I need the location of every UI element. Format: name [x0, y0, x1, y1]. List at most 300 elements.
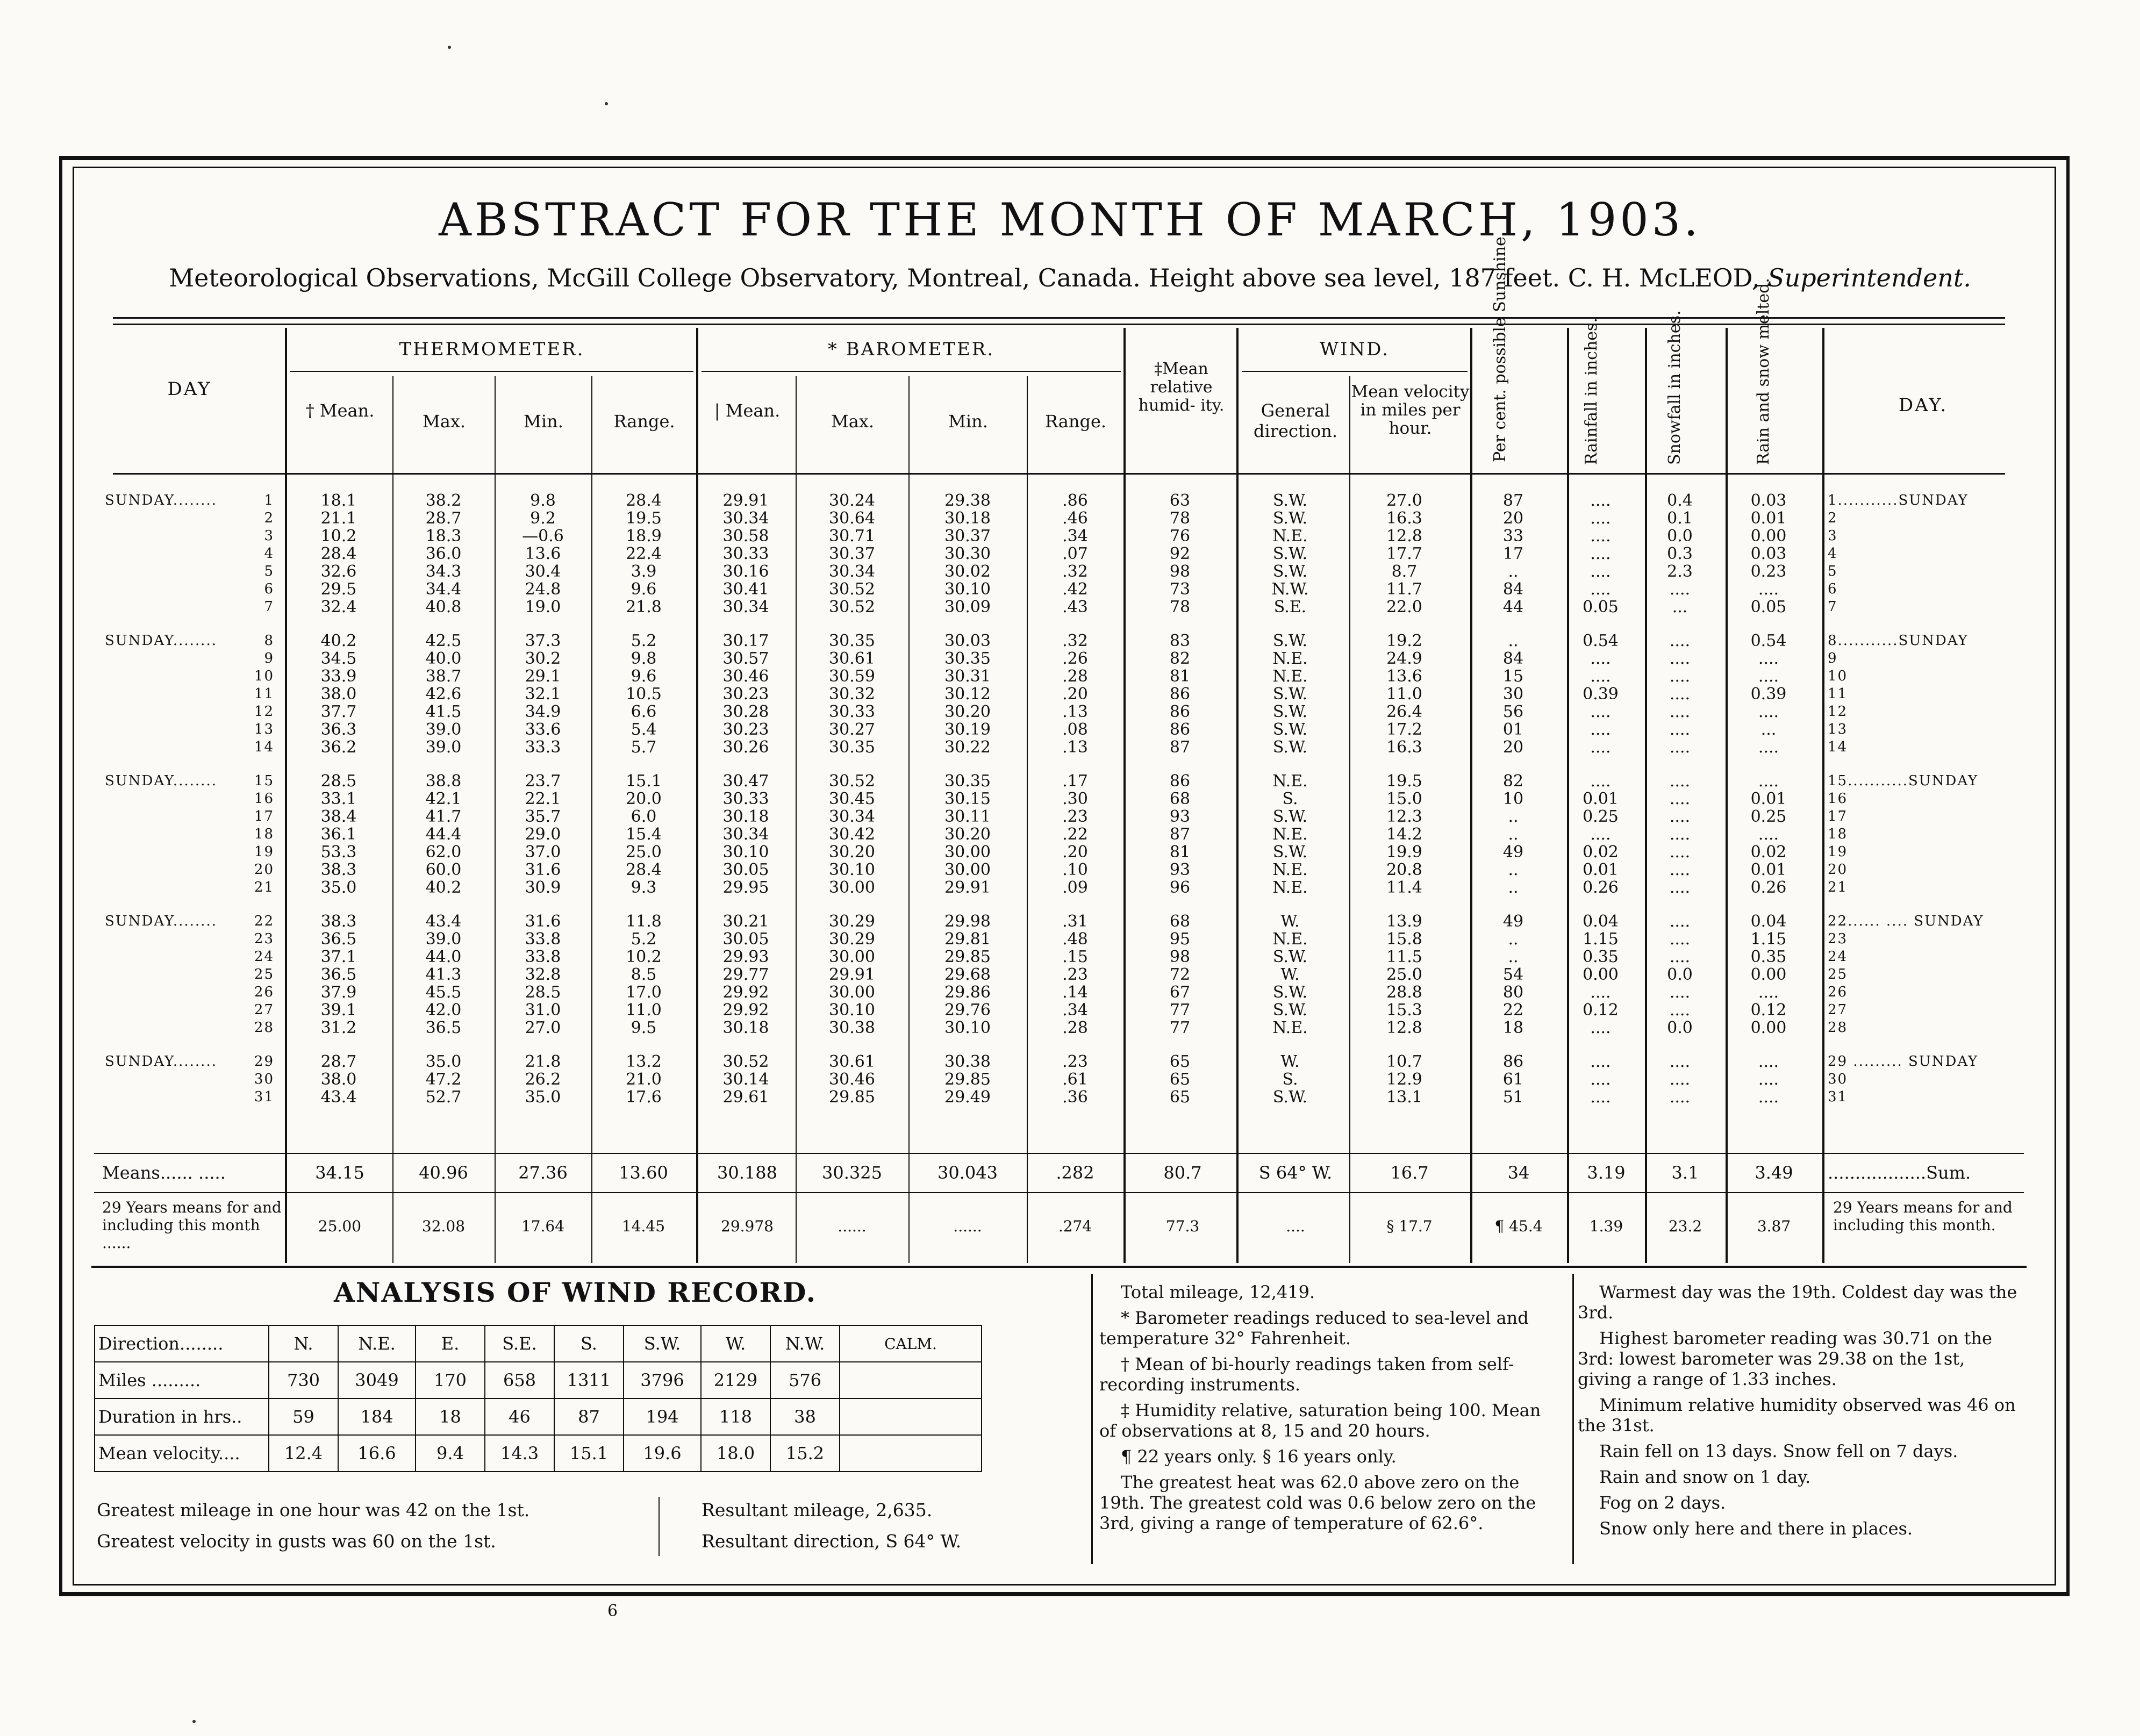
table-cell: 10.2 — [626, 948, 662, 966]
table-cell: 86 — [1169, 772, 1191, 790]
table-cell: 27.0 — [1386, 492, 1422, 510]
day-cell — [94, 650, 285, 668]
table-row — [94, 913, 2024, 930]
table-cell: .20 — [1062, 685, 1088, 703]
table-cell: .... — [1590, 650, 1611, 668]
table-cell: 5 — [1828, 563, 1838, 579]
table-cell: 30.02 — [944, 563, 991, 580]
wind-cell: 15.2 — [770, 1435, 840, 1472]
table-cell: .... — [1590, 580, 1611, 598]
table-cell: S.W. — [1272, 948, 1308, 966]
table-cell: .. — [1508, 948, 1519, 966]
table-cell: .... — [1758, 703, 1779, 721]
table-cell: 29.92 — [722, 1001, 769, 1019]
means-rule-bottom — [94, 1192, 2024, 1193]
table-cell: 49 — [1502, 913, 1524, 930]
table-cell: 3 — [1828, 528, 1838, 544]
history-value: .274 — [1058, 1217, 1092, 1235]
table-cell: .... — [1669, 668, 1691, 685]
table-cell: .14 — [1062, 984, 1088, 1001]
table-cell: .23 — [1062, 1053, 1088, 1071]
table-cell: .. — [1508, 632, 1519, 650]
table-cell: 30.29 — [829, 930, 875, 948]
table-cell: 5.2 — [631, 632, 657, 650]
table-row — [94, 861, 2024, 879]
day-label: SUNDAY........ — [105, 1053, 217, 1070]
table-cell: 30.22 — [944, 738, 991, 756]
table-cell: 37.9 — [320, 984, 357, 1001]
table-cell: 78 — [1169, 598, 1191, 616]
day-number: 31 — [254, 1089, 274, 1105]
table-cell: 0.39 — [1583, 685, 1619, 703]
table-cell: .... — [1669, 861, 1691, 879]
table-cell: .... — [1669, 984, 1691, 1001]
table-cell: 9 — [1828, 650, 1838, 666]
table-cell: 77 — [1169, 1001, 1191, 1019]
table-cell: 29.38 — [944, 492, 991, 510]
wind-header: WIND. — [1320, 339, 1390, 360]
table-cell: 38.3 — [320, 861, 357, 879]
table-cell: S.E. — [1273, 598, 1307, 616]
day-number: 27 — [254, 1002, 274, 1018]
history-value: 29.978 — [721, 1217, 774, 1235]
note-paragraph: Rain and snow on 1 day. — [1599, 1467, 1811, 1487]
means-value: 80.7 — [1163, 1163, 1202, 1183]
day-label: SUNDAY........ — [105, 913, 217, 929]
table-cell: 37.7 — [320, 703, 357, 721]
table-cell: .48 — [1062, 930, 1088, 948]
day-cell — [94, 685, 285, 703]
day-number: 4 — [264, 546, 274, 562]
thermo-min-header: Min. — [524, 411, 563, 432]
table-cell: 40.2 — [320, 632, 357, 650]
table-cell: 5.2 — [631, 930, 657, 948]
note-paragraph: Fog on 2 days. — [1599, 1493, 1726, 1513]
wind-cell: 87 — [554, 1398, 624, 1435]
table-cell: 30.20 — [944, 703, 991, 721]
table-cell: 27 — [1828, 1002, 1848, 1018]
notes-right — [1578, 1282, 2024, 1544]
day-number: 14 — [254, 739, 274, 755]
table-cell: 11.0 — [626, 1001, 662, 1019]
table-row — [94, 545, 2024, 563]
table-cell: 10.2 — [320, 527, 357, 545]
day-cell — [94, 861, 285, 879]
table-cell: 18 — [1502, 1019, 1524, 1037]
day-cell — [94, 492, 285, 510]
table-cell: 15.0 — [1386, 790, 1422, 808]
table-cell: 0.12 — [1583, 1001, 1619, 1019]
table-cell: —0.6 — [522, 527, 564, 545]
day-cell — [94, 668, 285, 685]
table-cell: .... — [1758, 826, 1779, 843]
table-cell: 30.9 — [525, 879, 561, 896]
table-cell: .... — [1758, 1071, 1779, 1088]
wind-row-label: Duration in hrs.. — [95, 1398, 269, 1435]
table-cell: 30.20 — [944, 826, 991, 843]
wind-cell: 15.1 — [554, 1435, 624, 1472]
table-row — [94, 984, 2024, 1001]
history-value: 14.45 — [621, 1217, 665, 1235]
day-cell — [94, 1071, 285, 1088]
table-cell: 19.2 — [1386, 632, 1422, 650]
table-cell: W. — [1280, 913, 1300, 930]
table-row — [94, 598, 2024, 616]
table-cell: 86 — [1169, 703, 1191, 721]
note-paragraph: Total mileage, 12,419. — [1121, 1282, 1315, 1302]
table-row — [94, 668, 2024, 685]
table-cell: 26.2 — [525, 1071, 561, 1088]
table-cell: 10 — [1828, 668, 1848, 684]
wind-cell: N.W. — [770, 1325, 840, 1362]
wind-cell: 9.4 — [416, 1435, 485, 1472]
table-cell: 38.0 — [320, 1071, 357, 1088]
table-cell: 12.9 — [1386, 1071, 1422, 1088]
table-cell: 33.1 — [320, 790, 357, 808]
table-cell: 30 — [1828, 1071, 1848, 1087]
table-cell: 13.6 — [525, 545, 561, 563]
table-cell: 24 — [1828, 949, 1848, 965]
table-cell: .... — [1669, 703, 1691, 721]
table-cell: 30 — [1502, 685, 1524, 703]
table-cell: 27.0 — [525, 1019, 561, 1037]
table-cell: 42.5 — [425, 632, 462, 650]
table-cell: 18.3 — [425, 527, 462, 545]
table-cell: .46 — [1062, 510, 1088, 527]
wind-cell: 2129 — [701, 1362, 770, 1398]
table-cell: 30.17 — [722, 632, 769, 650]
note-paragraph: Rain fell on 13 days. Snow fell on 7 days. — [1599, 1441, 1958, 1461]
wind-cell: 3049 — [338, 1362, 416, 1398]
table-cell: 4 — [1828, 546, 1838, 562]
table-cell: S.W. — [1272, 563, 1308, 580]
table-cell: ... — [1672, 598, 1688, 616]
table-cell: 30.16 — [722, 563, 769, 580]
wind-velocity-header: Mean velocity in miles per hour. — [1351, 382, 1470, 438]
table-cell: 34.4 — [425, 580, 462, 598]
table-cell: .... — [1590, 1053, 1611, 1071]
wind-row-label: Miles ......... — [95, 1362, 269, 1398]
table-cell: .43 — [1062, 598, 1088, 616]
table-cell: 30.35 — [944, 772, 991, 790]
note-paragraph: Highest barometer reading was 30.71 on the 3rd: lowest barometer was 29.38 on the 1st, giving a range of 1.33 inches. — [1578, 1328, 1992, 1389]
table-cell: S.W. — [1272, 984, 1308, 1001]
table-cell: 30.42 — [829, 826, 875, 843]
wind-cell: 118 — [701, 1398, 770, 1435]
table-cell: 22 — [1502, 1001, 1524, 1019]
means-right: ..................Sum. — [1828, 1163, 1971, 1183]
wind-cell: 658 — [485, 1362, 554, 1398]
table-cell: 78 — [1169, 510, 1191, 527]
table-cell: 30.24 — [829, 492, 875, 510]
table-cell: 42.0 — [425, 1001, 462, 1019]
table-cell: .... — [1758, 772, 1779, 790]
table-cell: .07 — [1062, 545, 1088, 563]
table-cell: 30.30 — [944, 545, 991, 563]
table-cell: N.E. — [1272, 861, 1308, 879]
table-cell: 36.3 — [320, 721, 357, 738]
table-cell: 29.76 — [944, 1001, 991, 1019]
table-cell: .... — [1669, 826, 1691, 843]
wind-cell: 1311 — [554, 1362, 624, 1398]
table-cell: .34 — [1062, 1001, 1088, 1019]
table-cell: 35.7 — [525, 808, 561, 826]
table-cell: 30.00 — [829, 948, 875, 966]
table-cell: .... — [1669, 913, 1691, 930]
table-cell: 29.81 — [944, 930, 991, 948]
table-cell: 29.85 — [944, 1071, 991, 1088]
table-row — [94, 930, 2024, 948]
table-cell: 30.61 — [829, 1053, 875, 1071]
wind-cell: 14.3 — [485, 1435, 554, 1472]
table-cell: 0.12 — [1750, 1001, 1787, 1019]
table-cell: 21.1 — [320, 510, 357, 527]
wind-row-label: Mean velocity.... — [95, 1435, 269, 1472]
table-cell: .... — [1669, 685, 1691, 703]
table-cell: 22.4 — [626, 545, 662, 563]
table-row — [94, 1088, 2024, 1106]
table-cell: 3.9 — [631, 563, 657, 580]
wind-cell: 19.6 — [624, 1435, 701, 1472]
table-cell: 86 — [1169, 721, 1191, 738]
history-value: ...... — [953, 1217, 982, 1235]
day-cell — [94, 843, 285, 861]
table-cell: .30 — [1062, 790, 1088, 808]
day-cell — [94, 738, 285, 756]
table-cell: 16.3 — [1386, 738, 1422, 756]
table-cell: S.W. — [1272, 703, 1308, 721]
notes-divider-right — [1572, 1274, 1574, 1564]
table-cell: .... — [1590, 703, 1611, 721]
table-cell: 81 — [1169, 843, 1191, 861]
table-cell: 30.00 — [829, 984, 875, 1001]
table-cell: 10 — [1502, 790, 1524, 808]
day-cell — [94, 721, 285, 738]
wind-row-duration — [95, 1398, 982, 1435]
table-cell: 30.12 — [944, 685, 991, 703]
table-cell: 0.39 — [1750, 685, 1787, 703]
table-row — [94, 1019, 2024, 1037]
table-cell: .... — [1590, 772, 1611, 790]
table-cell: W. — [1280, 966, 1300, 984]
notes-divider-left — [1091, 1274, 1093, 1564]
table-cell: 16.3 — [1386, 510, 1422, 527]
day-number: 30 — [254, 1071, 274, 1087]
table-cell: 6.6 — [631, 703, 657, 721]
table-cell: 82 — [1502, 772, 1524, 790]
day-number: 12 — [254, 704, 274, 720]
table-cell: 28.8 — [1386, 984, 1422, 1001]
day-label: SUNDAY........ — [105, 633, 217, 649]
table-cell: 30.26 — [722, 738, 769, 756]
table-cell: 80 — [1502, 984, 1524, 1001]
table-cell: 29.91 — [829, 966, 875, 984]
wind-cell: 38 — [770, 1398, 840, 1435]
wind-direction-header: General direction. — [1253, 400, 1337, 441]
table-cell: 33.8 — [525, 948, 561, 966]
table-row — [94, 721, 2024, 738]
page-number: 6 — [607, 1602, 618, 1620]
table-cell: 35.0 — [525, 1088, 561, 1106]
table-cell: 30.18 — [944, 510, 991, 527]
table-cell: .... — [1590, 527, 1611, 545]
table-cell: 0.23 — [1750, 563, 1787, 580]
sunshine-header: Per cent. possible Sunshine. — [1491, 231, 1509, 462]
wind-row-label: Direction........ — [95, 1325, 269, 1362]
table-cell: .08 — [1062, 721, 1088, 738]
day-number: 24 — [254, 949, 274, 965]
table-cell: 63 — [1169, 492, 1191, 510]
table-cell: 28.5 — [525, 984, 561, 1001]
day-header: DAY — [167, 378, 212, 400]
table-cell: 19.5 — [626, 510, 662, 527]
table-cell: 35.0 — [320, 879, 357, 896]
greatest-mileage: Greatest mileage in one hour was 42 on the 1st. — [97, 1500, 530, 1520]
day-number: 9 — [264, 650, 274, 666]
table-cell: 13.9 — [1386, 913, 1422, 930]
history-value: 17.64 — [521, 1217, 565, 1235]
table-cell: 41.3 — [425, 966, 462, 984]
table-cell: 51 — [1502, 1088, 1524, 1106]
page-subtitle — [0, 263, 2140, 292]
table-cell: 29.61 — [722, 1088, 769, 1106]
table-cell: 84 — [1502, 580, 1524, 598]
table-cell: 30.05 — [722, 930, 769, 948]
table-cell: 13 — [1828, 721, 1848, 737]
table-cell: 30.11 — [944, 808, 991, 826]
table-cell: 38.8 — [425, 772, 462, 790]
table-cell: 40.2 — [425, 879, 462, 896]
wind-cell: CALM. — [840, 1325, 982, 1362]
day-label: SUNDAY........ — [105, 492, 217, 508]
table-cell: 35.0 — [425, 1053, 462, 1071]
superintendent-label: Superintendent. — [1767, 263, 1971, 292]
table-cell: 28.4 — [626, 861, 662, 879]
wind-cell: 3796 — [624, 1362, 701, 1398]
table-cell: 30.34 — [722, 510, 769, 527]
table-cell: 0.01 — [1750, 510, 1787, 527]
table-cell: 0.01 — [1750, 861, 1787, 879]
table-cell: 30.34 — [829, 563, 875, 580]
baro-mean-header: | Mean. — [714, 400, 781, 421]
table-cell: 29 ......... SUNDAY — [1828, 1053, 1979, 1070]
table-cell: 87 — [1502, 492, 1524, 510]
wind-cell: 576 — [770, 1362, 840, 1398]
table-cell: 30.34 — [722, 826, 769, 843]
table-cell: 36.0 — [425, 545, 462, 563]
table-cell: 82 — [1169, 650, 1191, 668]
table-cell: 19.9 — [1386, 843, 1422, 861]
greatest-velocity: Greatest velocity in gusts was 60 on the 1st. — [97, 1531, 496, 1552]
table-cell: 22.1 — [525, 790, 561, 808]
day-cell — [94, 1053, 285, 1071]
note-paragraph: Snow only here and there in places. — [1599, 1518, 1913, 1539]
table-cell: 20 — [1828, 862, 1848, 878]
table-cell: .. — [1508, 879, 1519, 896]
table-cell: 30.35 — [944, 650, 991, 668]
day-cell — [94, 879, 285, 896]
table-cell: 30.19 — [944, 721, 991, 738]
table-cell: 0.25 — [1750, 808, 1787, 826]
table-cell: 7 — [1828, 599, 1838, 615]
table-cell: 12.3 — [1386, 808, 1422, 826]
table-cell: 42.6 — [425, 685, 462, 703]
day-number: 8 — [264, 633, 274, 649]
thermometer-header: THERMOMETER. — [399, 339, 585, 360]
table-cell: 0.3 — [1667, 545, 1693, 563]
table-cell: .32 — [1062, 632, 1088, 650]
table-cell: .... — [1758, 738, 1779, 756]
resultant-divider — [659, 1497, 660, 1556]
day-cell — [94, 580, 285, 598]
table-cell: 30.34 — [722, 598, 769, 616]
day-cell — [94, 563, 285, 580]
table-cell: 29.85 — [829, 1088, 875, 1106]
table-cell: 34.3 — [425, 563, 462, 580]
table-cell: 37.1 — [320, 948, 357, 966]
table-cell: 39.1 — [320, 1001, 357, 1019]
means-value: 3.49 — [1755, 1163, 1793, 1183]
table-cell: .42 — [1062, 580, 1088, 598]
day-cell — [94, 703, 285, 721]
day-number: 3 — [264, 528, 274, 544]
table-cell: 20.8 — [1386, 861, 1422, 879]
table-cell: 16 — [1828, 791, 1848, 807]
table-cell: 6.0 — [631, 808, 657, 826]
table-cell: N.E. — [1272, 668, 1308, 685]
wind-cell: S.W. — [624, 1325, 701, 1362]
table-cell: .... — [1669, 930, 1691, 948]
table-cell: 30.38 — [944, 1053, 991, 1071]
table-cell: .... — [1590, 826, 1611, 843]
table-cell: 33 — [1502, 527, 1524, 545]
table-cell: 25.0 — [626, 843, 662, 861]
table-cell: 21 — [1828, 879, 1848, 895]
table-cell: 30.28 — [722, 703, 769, 721]
history-right: 29 Years means for and including this month. — [1833, 1199, 2013, 1234]
table-cell: 30.37 — [829, 545, 875, 563]
table-row — [94, 948, 2024, 966]
rainfall-header: Rainfall in inches. — [1582, 318, 1601, 465]
table-bottom-rule — [91, 1266, 2027, 1268]
table-cell: 32.6 — [320, 563, 357, 580]
note-paragraph: The greatest heat was 62.0 above zero on the 19th. The greatest cold was 0.6 below zero on the 3rd, giving a range of temperature of 62.6°. — [1099, 1472, 1536, 1533]
history-value: 32.08 — [421, 1217, 466, 1235]
table-cell: 26.4 — [1386, 703, 1422, 721]
table-cell: .34 — [1062, 527, 1088, 545]
resultant-direction: Resultant direction, S 64° W. — [702, 1531, 962, 1552]
speck — [448, 46, 451, 49]
table-cell: .17 — [1062, 772, 1088, 790]
resultant-mileage: Resultant mileage, 2,635. — [702, 1500, 933, 1520]
table-row — [94, 808, 2024, 826]
table-cell: 29.68 — [944, 966, 991, 984]
table-cell: 18.9 — [626, 527, 662, 545]
table-cell: 23.7 — [525, 772, 561, 790]
table-cell: 30.52 — [829, 772, 875, 790]
table-cell: 11.5 — [1386, 948, 1422, 966]
table-cell: 10.7 — [1386, 1053, 1422, 1071]
table-cell: .10 — [1062, 861, 1088, 879]
table-cell: 43.4 — [425, 913, 462, 930]
table-row — [94, 826, 2024, 843]
table-cell: 30.10 — [829, 1001, 875, 1019]
table-cell: 42.1 — [425, 790, 462, 808]
wind-analysis-table — [94, 1325, 982, 1472]
note-paragraph: * Barometer readings reduced to sea-level and temperature 32° Fahrenheit. — [1099, 1308, 1529, 1348]
wind-cell: N. — [269, 1325, 338, 1362]
table-cell: 30.05 — [722, 861, 769, 879]
